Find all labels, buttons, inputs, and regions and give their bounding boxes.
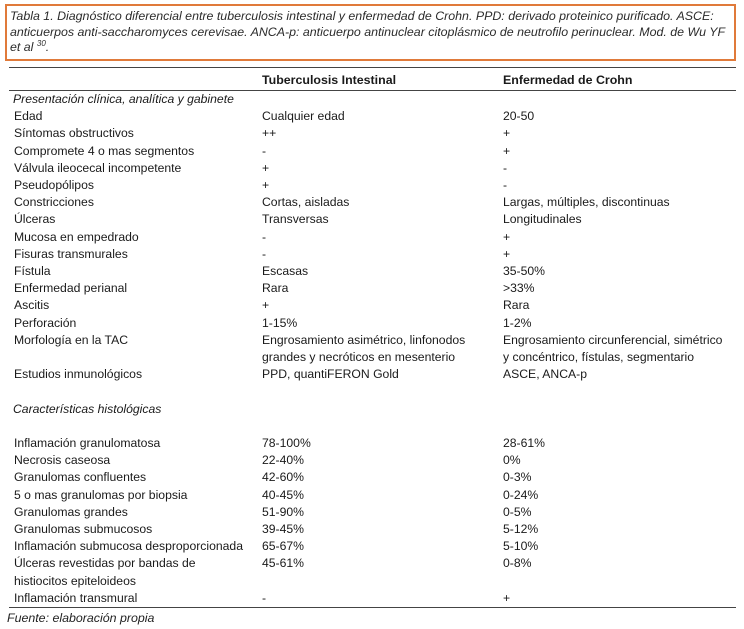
table-row [9,590,736,608]
row-crohn-value-line: Engrosamiento circunferencial, simétrico [503,332,723,347]
row-tuberculosis-value-line: 45-61% [262,556,305,571]
row-label: Enfermedad perianal [14,281,128,296]
row-tuberculosis-value: 22-40% [262,453,305,468]
row-crohn-value: Longitudinales [503,212,582,227]
table-row [9,211,736,228]
caption-text: Tabla 1. Diagnóstico diferencial entre tuberculosis intestinal y enfermedad de Crohn. PPD: derivado proteinico purificado. ASCE: anticuerpos anti-saccharomyces cerevisae. ANCA-p: anticuerpo antinuclear citoplásmico de neutrofilo perinuclear. Mod. de Wu YF et al [10,9,725,54]
row-label [9,555,262,589]
row-label: Inflamación transmural [9,590,262,608]
row-label: Ascitis [14,298,50,313]
row-label: Pseudopólipos [14,178,94,193]
source-note: Fuente: elaboración propia [7,611,155,625]
row-label: Fístula [14,264,51,279]
row-label-line: Úlceras revestidas por bandas de [14,556,196,571]
row-label-line: histiocitos epiteloideos [14,573,136,588]
row-tuberculosis-value: - [262,590,503,608]
row-label: Perforación [14,315,77,330]
row-label: Granulomas submucosos [14,522,153,537]
row-tuberculosis-value: 65-67% [262,539,305,554]
spacer-row [9,418,736,435]
header-tuberculosis: Tuberculosis Intestinal [262,68,503,91]
row-crohn-value: Largas, múltiples, discontinuas [503,195,670,210]
row-label: Válvula ileocecal incompetente [14,160,182,175]
row-label-line: Morfología en la TAC [14,332,129,347]
row-tuberculosis-value: 40-45% [262,487,305,502]
row-tuberculosis-value: 51-90% [262,504,305,519]
row-crohn-value: + [503,126,511,141]
row-tuberculosis-value: - [262,229,267,244]
row-label: Constricciones [14,195,94,210]
row-tuberculosis-value: + [262,298,270,313]
row-tuberculosis-value: ++ [262,126,277,141]
row-crohn-value: 28-61% [503,436,546,451]
row-tuberculosis-value: Escasas [262,264,309,279]
row-label: Mucosa en empedrado [14,229,139,244]
table-row [9,332,736,366]
row-label: Inflamación granulomatosa [14,436,161,451]
section-clinical [9,91,736,109]
row-label: Estudios inmunológicos [14,367,143,382]
row-tuberculosis-value: Cortas, aisladas [262,195,350,210]
table-row [9,366,736,383]
row-label: Granulomas confluentes [14,470,147,485]
header-crohn: Enfermedad de Crohn [503,68,736,91]
row-crohn-value: 0-3% [503,470,532,485]
spacer-cell [9,383,736,400]
table-row [9,160,736,177]
spacer-cell [9,418,736,435]
differential-diagnosis-table [9,67,736,608]
row-crohn-value: + [503,229,511,244]
table-row [9,143,736,160]
row-label: Síntomas obstructivos [14,126,134,141]
row-crohn-value: >33% [503,281,535,296]
row-tuberculosis-value: - [262,143,267,158]
row-tuberculosis-value: - [262,246,267,261]
row-tuberculosis-value: + [262,178,270,193]
row-crohn-value: 0-24% [503,487,539,502]
row-label: Necrosis caseosa [14,453,111,468]
row-tuberculosis-value: Transversas [262,212,329,227]
table-row [9,469,736,486]
row-crohn-value: 5-10% [503,539,539,554]
row-tuberculosis-value: 78-100% [262,436,311,451]
row-label: Edad [14,109,43,124]
table-row [9,555,736,589]
table-row [9,108,736,125]
row-tuberculosis-value-line: grandes y necróticos en mesenterio [262,350,456,365]
table-row [9,297,736,314]
row-tuberculosis-value [262,555,503,589]
row-crohn-value: 0-5% [503,504,532,519]
row-crohn-value: + [503,590,736,608]
caption-reference: 30 [36,38,46,48]
table-row [9,504,736,521]
table-row [9,125,736,142]
row-crohn-value: Rara [503,298,530,313]
row-crohn-value: 35-50% [503,264,546,279]
row-crohn-value: - [503,160,508,175]
row-tuberculosis-value: Cualquier edad [262,109,345,124]
row-label: Inflamación submucosa desproporcionada [14,539,243,554]
row-crohn-value: + [503,143,511,158]
table-row [9,435,736,452]
row-crohn-value [503,332,736,366]
row-tuberculosis-value [262,332,503,366]
table-row [9,487,736,504]
row-tuberculosis-value: + [262,160,270,175]
table-row [9,538,736,555]
row-crohn-value: - [503,178,508,193]
table-row [9,194,736,211]
row-crohn-value: 0% [503,453,521,468]
table-row [9,521,736,538]
table-row [9,177,736,194]
table-caption [5,4,736,61]
row-label: Úlceras [14,212,56,227]
row-tuberculosis-value-line: Engrosamiento asimétrico, linfonodos [262,332,466,347]
row-crohn-value-line: 0-8% [503,556,532,571]
row-crohn-value-line: y concéntrico, fístulas, segmentario [503,350,695,365]
row-crohn-value: 5-12% [503,522,539,537]
spacer-row [9,383,736,400]
table-row [9,246,736,263]
table-header-row [9,68,736,91]
caption-end: . [45,40,50,54]
section-histological [9,401,736,418]
row-crohn-value: ASCE, ANCA-p [503,367,587,382]
row-crohn-value: 20-50 [503,109,535,124]
row-tuberculosis-value: 39-45% [262,522,305,537]
section-title: Presentación clínica, analítica y gabinete [13,92,234,106]
row-tuberculosis-value: Rara [262,281,289,296]
header-empty [9,68,262,91]
row-tuberculosis-value: PPD, quantiFERON Gold [262,367,399,382]
row-label: Fisuras transmurales [14,246,128,261]
row-crohn-value: + [503,246,511,261]
row-tuberculosis-value: 1-15% [262,315,298,330]
section-title: Características histológicas [13,401,162,416]
table-row [9,452,736,469]
table-row [9,229,736,246]
table-row [9,263,736,280]
row-crohn-value: 1-2% [503,315,532,330]
row-label: Compromete 4 o mas segmentos [14,143,195,158]
row-label: Granulomas grandes [14,504,128,519]
table-row [9,280,736,297]
row-crohn-value [503,555,736,589]
row-label [9,332,262,366]
table-row [9,315,736,332]
row-tuberculosis-value: 42-60% [262,470,305,485]
row-label: 5 o mas granulomas por biopsia [14,487,188,502]
